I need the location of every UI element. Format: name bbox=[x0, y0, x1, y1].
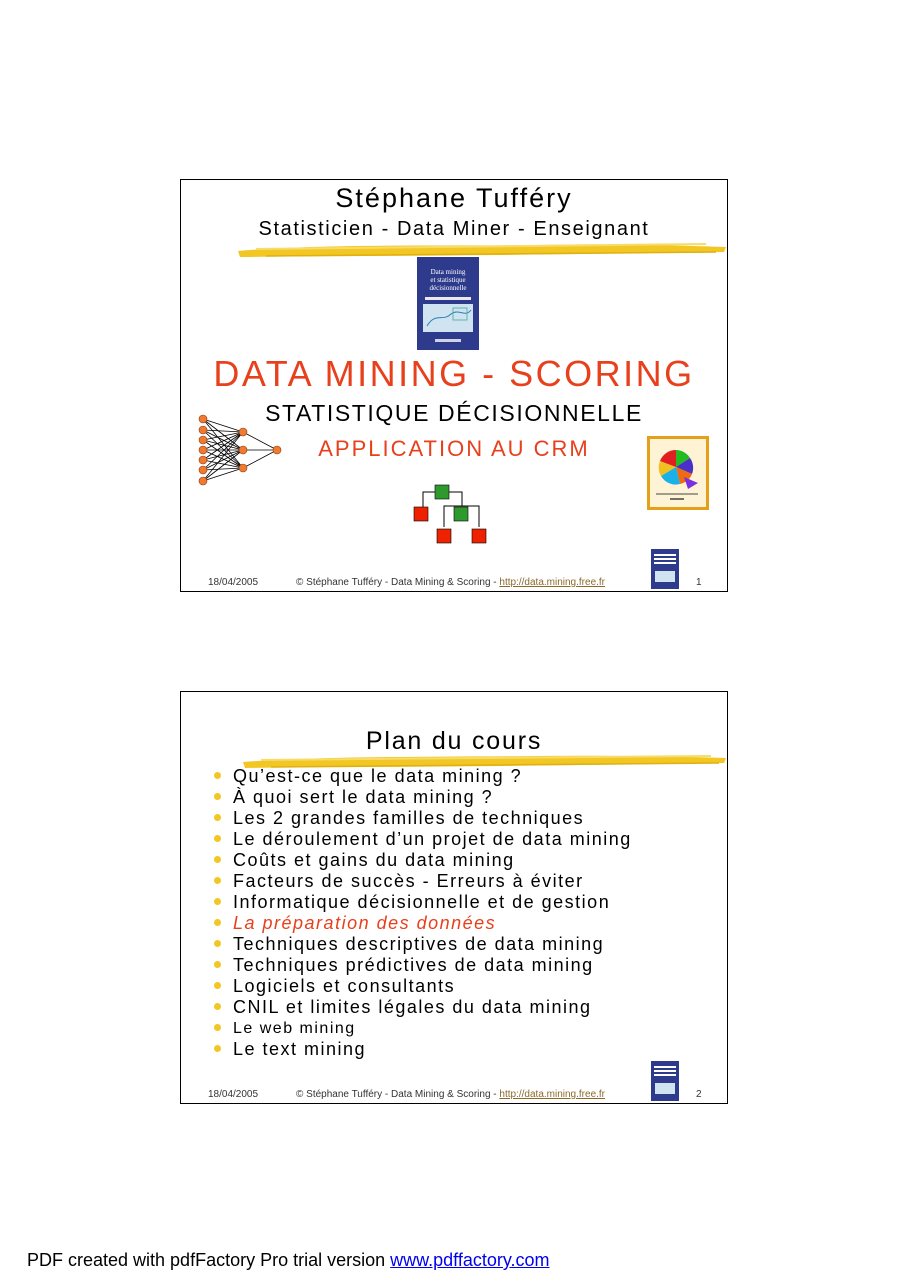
list-item: Le text mining bbox=[211, 1039, 632, 1060]
list-item: Techniques prédictives de data mining bbox=[211, 955, 632, 976]
list-item: À quoi sert le data mining ? bbox=[211, 787, 632, 808]
plan-list bbox=[211, 766, 632, 1060]
bullet-icon bbox=[214, 814, 221, 821]
list-item: Techniques descriptives de data mining bbox=[211, 934, 632, 955]
pdf-creator-footer bbox=[27, 1250, 550, 1271]
decision-tree-icon bbox=[411, 484, 491, 544]
bullet-icon bbox=[214, 772, 221, 779]
author-subtitle: Statisticien - Data Miner - Enseignant bbox=[258, 218, 650, 240]
list-item: Facteurs de succès - Erreurs à éviter bbox=[211, 871, 632, 892]
slide-1 bbox=[180, 179, 728, 592]
footer-date: 18/04/2005 bbox=[208, 1089, 259, 1100]
book-thumbnail-icon bbox=[651, 549, 679, 589]
footer-date: 18/04/2005 bbox=[208, 577, 259, 588]
copyright-icon: © bbox=[296, 1089, 304, 1100]
page-number: 2 bbox=[696, 1089, 702, 1100]
book-cover-line-2: et statistique bbox=[430, 276, 466, 284]
book-cover-image bbox=[417, 257, 479, 350]
yellow-brush-stroke bbox=[236, 240, 728, 260]
footer-url-link[interactable]: http://data.mining.free.fr bbox=[499, 577, 606, 588]
footer-copyright bbox=[296, 577, 605, 588]
pie-chart-board-icon bbox=[647, 436, 709, 510]
book-thumbnail-icon bbox=[651, 1061, 679, 1101]
list-item: Les 2 grandes familles de techniques bbox=[211, 808, 632, 829]
list-item: Logiciels et consultants bbox=[211, 976, 632, 997]
pdffactory-link[interactable]: www.pdffactory.com bbox=[390, 1250, 550, 1270]
bullet-icon bbox=[214, 898, 221, 905]
book-cover-line-1: Data mining bbox=[430, 268, 466, 276]
bullet-icon bbox=[214, 877, 221, 884]
bullet-icon bbox=[214, 1003, 221, 1010]
list-item: Coûts et gains du data mining bbox=[211, 850, 632, 871]
bullet-icon bbox=[214, 940, 221, 947]
copyright-icon: © bbox=[296, 577, 304, 588]
page-number: 1 bbox=[696, 577, 702, 588]
bullet-icon bbox=[214, 835, 221, 842]
bullet-icon bbox=[214, 856, 221, 863]
footer-copyright-text: Stéphane Tufféry - Data Mining & Scoring - bbox=[306, 577, 500, 588]
footer-copyright bbox=[296, 1089, 605, 1100]
bullet-icon bbox=[214, 982, 221, 989]
list-item-highlighted: La préparation des données bbox=[211, 913, 632, 934]
application-heading: APPLICATION AU CRM bbox=[318, 436, 590, 461]
slide-2 bbox=[180, 691, 728, 1104]
book-cover-chart bbox=[423, 304, 473, 332]
bullet-icon bbox=[214, 1045, 221, 1052]
neural-network-icon bbox=[195, 412, 285, 488]
bullet-icon bbox=[214, 919, 221, 926]
list-item: Le web mining bbox=[211, 1018, 632, 1039]
pdf-footer-text: PDF created with pdfFactory Pro trial version bbox=[27, 1250, 391, 1270]
bullet-icon bbox=[214, 961, 221, 968]
list-item: Qu’est-ce que le data mining ? bbox=[211, 766, 632, 787]
book-cover-line-3: décisionnelle bbox=[429, 284, 467, 292]
author-name: Stéphane Tufféry bbox=[335, 183, 573, 213]
bullet-icon bbox=[214, 793, 221, 800]
bullet-icon bbox=[214, 1024, 221, 1031]
plan-title: Plan du cours bbox=[365, 727, 543, 755]
statistique-heading: STATISTIQUE DÉCISIONNELLE bbox=[265, 400, 643, 426]
footer-copyright-text: Stéphane Tufféry - Data Mining & Scoring - bbox=[306, 1089, 500, 1100]
main-title: DATA MINING - SCORING bbox=[213, 353, 695, 394]
footer-url-link[interactable]: http://data.mining.free.fr bbox=[499, 1089, 606, 1100]
list-item: Le déroulement d’un projet de data mining bbox=[211, 829, 632, 850]
list-item: CNIL et limites légales du data mining bbox=[211, 997, 632, 1018]
list-item: Informatique décisionnelle et de gestion bbox=[211, 892, 632, 913]
